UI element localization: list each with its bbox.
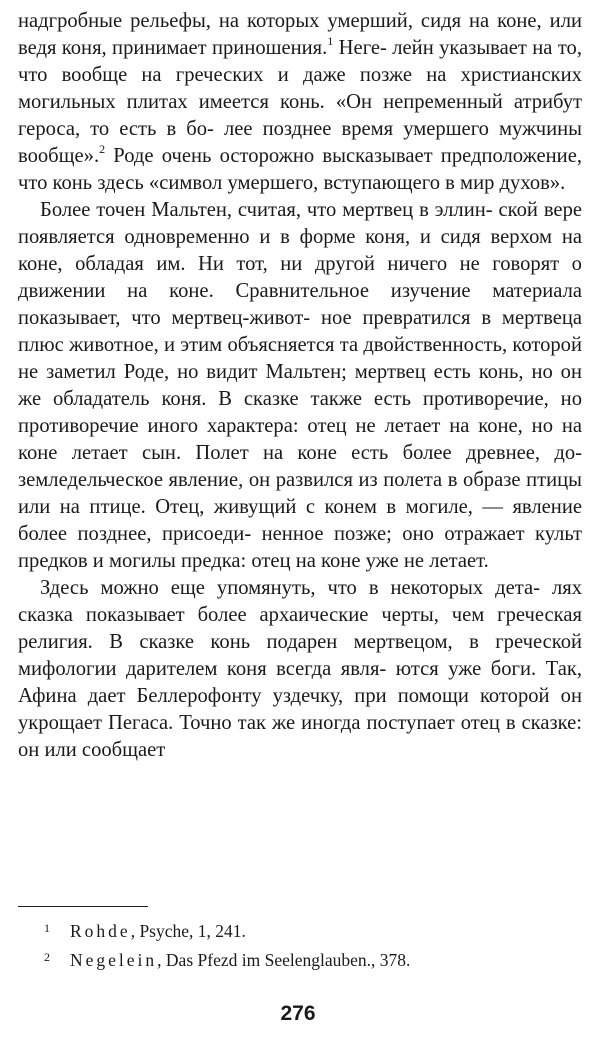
text-line: ются уже боги. Так, Афина дает Беллерофонту уздечку, [18,658,582,707]
text-line: Здесь можно еще упомянуть, что в некоторых дета- [40,577,540,599]
paragraph-2 [18,197,582,575]
text-line: коне, но на коне летает сын. Полет на коне есть более [18,415,582,464]
footnote-source: , Psyche, 1, 241. [130,921,246,941]
text-line: ное превратился в мертвеца плюс животное, и этим [18,307,583,356]
text-line: при помощи которой он укрощает Пегаса. Точно так [18,685,582,734]
text-line: с конем в могиле, — явление более позднее, присоеди- [18,496,582,545]
footnote-number: 2 [44,950,50,964]
text-line: коне, или ведя коня, принимает приношения. [18,10,582,59]
text-line: объясняется та двойственность, которой не заметил [18,334,582,383]
footnote-2 [44,947,564,976]
text-line: ничего не говорят о движении на коне. Сравнительное [18,253,582,302]
text-line: древнее, до-земледельческое явление, он развился из [18,442,582,491]
text-line: но противоречие иного характера: отец не летает на [18,388,582,437]
text-line: Более точен Мальтен, считая, что мертвец в эллин- [40,199,493,221]
main-text [18,8,582,764]
text-line-tail: Неге- [333,37,387,59]
text-line: надгробные рельефы, на которых умерший, сидя на [18,10,490,32]
text-line: лее позднее время умершего мужчины вообще». [18,118,582,167]
page-number: 276 [280,1002,316,1025]
text-line: конь. «Он непременный атрибут героса, то есть в бо- [18,91,583,140]
footnote-number: 1 [44,921,50,935]
text-line: лейн указывает на то, что вообще на греческих и даже [18,37,582,86]
text-line: ненное позже; оно отражает культ предков и могилы [18,523,582,572]
footnote-1 [44,918,564,947]
text-line: полета в образе птицы или на птице. Отец, живущий [18,469,582,518]
text-line: Роде, но видит Мальтен; мертвец есть конь, но он же [18,361,582,410]
text-line: позже на христианских могильных плитах имеется [18,64,582,113]
text-line: греческая религия. В сказке конь подарен мертвецом, [18,604,582,653]
page-body [18,8,582,764]
text-line-tail: Роде [105,145,154,167]
footnote-author: Negelein [70,950,158,970]
text-line: предка: отец на коне уже не летает. [181,550,489,572]
text-line: лях сказка показывает более архаические черты, чем [18,577,582,626]
footnote-author: Rohde [70,921,131,941]
text-line: и сидя верхом на коне, обладая им. Ни тот, ни другой [18,226,582,275]
footnote-ref-2[interactable]: 2 [99,142,106,157]
footnote-ref-1[interactable]: 1 [327,34,334,49]
text-line: же иногда поступает отец в сказке: он или сообщает [18,712,582,761]
text-line: изучение материала показывает, что мертвец-живот- [18,280,582,329]
text-line: очень осторожно высказывает предположение, что конь [18,145,582,194]
footnote-divider [18,906,148,907]
text-line: обладатель коня. В сказке также есть противоречие, [53,388,549,410]
footnote-source: , Das Pfezd im Seelenglauben., 378. [157,950,411,970]
text-line: здесь «символ умершего, вступающего в мир духов». [97,172,566,194]
text-line: ской вере появляется одновременно и в форме коня, [18,199,583,248]
text-line: в греческой мифологии дарителем коня всегда явля- [18,631,583,680]
paragraph-3 [18,575,582,764]
paragraph-1 [18,8,582,197]
footnotes [44,918,564,976]
